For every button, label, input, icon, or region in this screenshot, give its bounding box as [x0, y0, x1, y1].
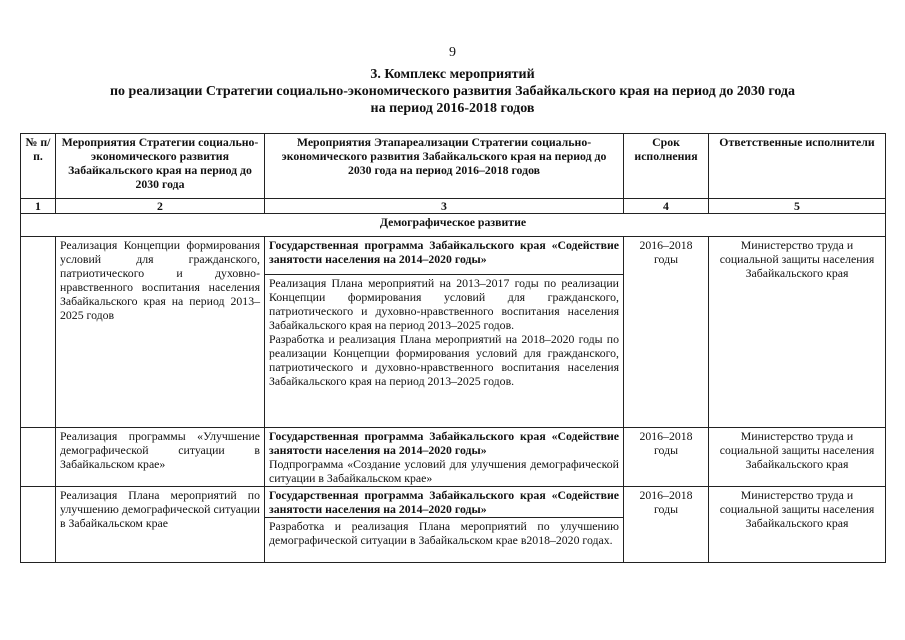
heading-subtitle: по реализации Стратегии социально-экономического развития Забайкальского края на период до 2030 года: [109, 84, 795, 99]
row-number-cell: [21, 428, 56, 487]
column-header-responsible: Ответственные исполнители: [709, 134, 886, 199]
stage-measure-cell: [265, 428, 624, 487]
column-number: 1: [21, 199, 56, 214]
table-row: [21, 237, 886, 275]
section-title: Демографическое развитие: [21, 214, 886, 237]
term-cell: 2016–2018 годы: [624, 428, 709, 487]
responsible-cell: Министерство труда и социальной защиты населения Забайкальского края: [709, 237, 886, 428]
term-cell: 2016–2018 годы: [624, 487, 709, 563]
table-header-row: [21, 134, 886, 199]
section-row: [21, 214, 886, 237]
stage-measure-text: Подпрограмма «Создание условий для улучшения демографической ситуации в Забайкальском крае»: [269, 457, 619, 485]
row-number-cell: [21, 237, 56, 428]
stage-measure-text: Разработка и реализация Плана мероприятий на 2018–2020 годы по реализации Концепции формирования условий для гражданского, патриотического и духовно-нравственного воспитания населения Забайкальского края на период 2013–2025 годов.: [269, 332, 619, 388]
strategy-measure-cell: Реализация Плана мероприятий по улучшению демографической ситуации в Забайкальском крае: [56, 487, 265, 563]
page-number: 9: [449, 45, 456, 60]
term-cell: 2016–2018 годы: [624, 237, 709, 428]
column-header-stage-measures: Мероприятия Этапареализации Стратегии социально-экономического развития Забайкальского края на период до 2030 года на период 2016–2018 годов: [265, 134, 624, 199]
program-cell: Государственная программа Забайкальского края «Содействие занятости населения на 2014–2020 годы»: [265, 487, 624, 518]
table-row: [21, 487, 886, 518]
column-header-strategy-measures: Мероприятия Стратегии социально-экономического развития Забайкальского края на период до 2030 года: [56, 134, 265, 199]
column-header-term: Срок исполнения: [624, 134, 709, 199]
stage-measure-text: Реализация Плана мероприятий на 2013–2017 годы по реализации Концепции формирования условий для гражданского, патриотического и духовно-нравственного воспитания населения Забайкальского края на период 2013–2025 годов.: [269, 276, 619, 332]
strategy-measure-cell: Реализация программы «Улучшение демографической ситуации в Забайкальском крае»: [56, 428, 265, 487]
program-title: Государственная программа Забайкальского края «Содействие занятости населения на 2014–2020 годы»: [269, 429, 619, 457]
responsible-cell: Министерство труда и социальной защиты населения Забайкальского края: [709, 487, 886, 563]
heading-title: 3. Комплекс мероприятий: [370, 67, 535, 82]
stage-measure-cell: Разработка и реализация Плана мероприятий по улучшению демографической ситуации в Забайкальском крае в2018–2020 годах.: [265, 518, 624, 563]
heading-period: на период 2016-2018 годов: [370, 101, 535, 116]
column-number: 5: [709, 199, 886, 214]
column-number: 3: [265, 199, 624, 214]
column-number: 2: [56, 199, 265, 214]
row-number-cell: [21, 487, 56, 563]
stage-measure-cell: [265, 275, 624, 428]
column-header-number: № п/п.: [21, 134, 56, 199]
measures-table: [20, 133, 886, 563]
responsible-cell: Министерство труда и социальной защиты населения Забайкальского края: [709, 428, 886, 487]
document-heading: [0, 66, 905, 117]
program-cell: Государственная программа Забайкальского края «Содействие занятости населения на 2014–2020 годы»: [265, 237, 624, 275]
strategy-measure-cell: Реализация Концепции формирования условий для гражданского, патриотического и духовно-нравственного воспитания населения Забайкальского края на период 2013–2025 годов: [56, 237, 265, 428]
column-numbers-row: [21, 199, 886, 214]
column-number: 4: [624, 199, 709, 214]
table-row: [21, 428, 886, 487]
